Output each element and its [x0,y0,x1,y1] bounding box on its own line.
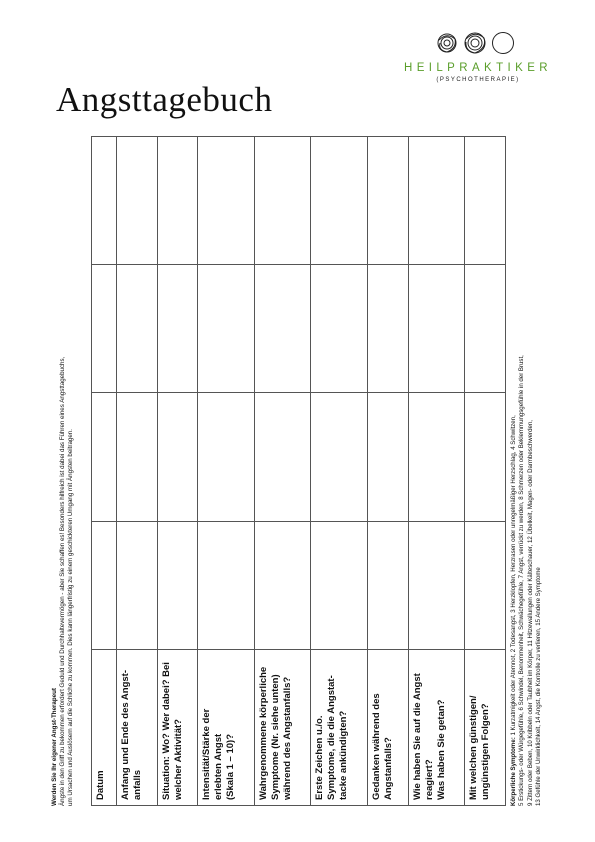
intro-line: Ängste in den Griff zu bekommen erfordert Geduld und Durchhaltevermögen - aber Sie schaffen es! Besonders hilfreich ist dabei das Führen eines Angsttagebuchs, [58,356,66,806]
entry-cell[interactable] [367,521,408,649]
logo-spirals-icon [435,30,521,56]
row-label-line: (Skala 1 – 10)? [225,733,237,800]
entry-cell[interactable] [116,521,157,649]
entry-cell[interactable] [408,137,465,265]
entry-cell[interactable] [367,393,408,521]
entry-cell[interactable] [254,265,311,393]
row-label-line: Wahrgenommene körperliche [257,666,269,800]
logo-subtitle: (PSYCHOTHERAPIE) [436,77,520,83]
symptom-line: 5 Erstickungs- oder Würgegefühle, 6 Schwindel, Benommenheit, Schwächegefühle, 7 Angst, verrückt zu werden, 8 Schmerzen oder Beklemmungsgefühle in der Brust, [518,355,526,806]
entry-cell[interactable] [92,393,117,521]
row-label-line: Symptome, die die Angstat- [326,675,338,800]
logo-brand: HEILPRAKTIKER [404,62,552,74]
row-label-line: Mit welchen günstigen/ [468,695,480,800]
row-label-duration [116,650,157,806]
symptom-line [510,136,518,806]
entry-cell[interactable] [116,137,157,265]
entry-cell[interactable] [157,137,198,265]
row-label-line: welcher Aktivität? [172,719,184,800]
entry-cell[interactable] [157,265,198,393]
row-label-thoughts [367,650,408,806]
row-label-line: Wie haben Sie auf die Angst [411,673,423,800]
entry-cell[interactable] [408,393,465,521]
landscape-content [51,136,570,806]
row-label-consequences [465,650,506,806]
entry-cell[interactable] [311,265,368,393]
intro-heading: Werden Sie Ihr eigener Angst-Therapeut [51,688,58,806]
entry-cell[interactable] [198,265,255,393]
row-label-intensity [198,650,255,806]
entry-cell[interactable] [198,137,255,265]
row-label-line: Erste Zeichen u./o. [314,715,326,800]
row-label-line: während des Angstanfalls? [281,676,293,800]
table-row [116,137,157,806]
row-label-line: Angstanfalls? [382,737,394,800]
table-row [198,137,255,806]
table-row [254,137,311,806]
row-label-line: Symptome (Nr. siehe unten) [269,674,281,800]
entry-cell[interactable] [408,521,465,649]
row-label-reaction [408,650,465,806]
entry-cell[interactable] [367,137,408,265]
table-row [408,137,465,806]
entry-cell[interactable] [311,393,368,521]
entry-cell[interactable] [116,393,157,521]
table-row [465,137,506,806]
intro-line: um Ursachen und Auslösern auf die Schliche zu kommen. Dies kann längerfristig zu einem geschickteren Umgang mit Ängsten beitragen. [66,429,74,806]
row-label-date [92,650,117,806]
entry-cell[interactable] [408,265,465,393]
row-label-line: erlebten Angst [213,733,225,800]
entry-cell[interactable] [92,137,117,265]
table-row [157,137,198,806]
entry-cell[interactable] [92,265,117,393]
entry-cell[interactable] [465,137,506,265]
anxiety-diary-table [91,136,506,806]
entry-cell[interactable] [116,265,157,393]
row-label-line: Was haben Sie getan? [435,699,447,800]
entry-cell[interactable] [254,521,311,649]
page-title: Angsttagebuch [56,80,273,119]
entry-cell[interactable] [367,265,408,393]
symptom-line-text: 1 Kurzatmigkeit oder Atemnot, 2 Todesangst, 3 Herzklopfen, Herzrasen oder unregelmäßiger Herzschlag, 4 Schwitzen, [510,415,517,736]
entry-cell[interactable] [465,521,506,649]
entry-cell[interactable] [254,137,311,265]
symptom-legend [510,136,543,806]
row-label-situation [157,650,198,806]
entry-cell[interactable] [311,521,368,649]
row-label-line: Situation: Wo? Wer dabei? Bei [160,662,172,800]
row-label-line: Anfang und Ende des Angst- [119,669,131,800]
row-label-line: reagiert? [423,759,435,800]
entry-cell[interactable] [311,137,368,265]
row-label-body-symptoms [254,650,311,806]
row-label-line: Gedanken während des [370,693,382,800]
row-label-line: tacke ankündigten? [338,710,350,800]
heilpraktiker-logo [388,30,568,100]
table-row [92,137,117,806]
entry-cell[interactable] [157,393,198,521]
intro-text [51,146,74,806]
row-label-line: ungünstigen Folgen? [480,703,492,800]
entry-cell[interactable] [198,521,255,649]
entry-cell[interactable] [465,265,506,393]
entry-cell[interactable] [92,521,117,649]
row-label-line: Intensität/Stärke der [201,708,213,800]
row-label-line: Datum [95,770,106,800]
table-row [311,137,368,806]
symptom-line: 13 Gefühle der Unwirklichkeit, 14 Angst, die Kontrolle zu verlieren, 15 Andere Symptome [534,567,542,806]
symptom-legend-label: Körperliche Symptome: [510,737,517,806]
entry-cell[interactable] [254,393,311,521]
entry-cell[interactable] [157,521,198,649]
table-row [367,137,408,806]
row-label-line: anfalls [131,769,143,800]
row-label-first-signs [311,650,368,806]
entry-cell[interactable] [198,393,255,521]
entry-cell[interactable] [465,393,506,521]
symptom-line: 9 Zittern oder Beben, 10 Kribbeln oder Taubheit im Körper, 11 Hitzewallungen oder Kälteschauer, 12 Übelkeit, Magen- oder Darmbeschwerden, [526,420,534,806]
